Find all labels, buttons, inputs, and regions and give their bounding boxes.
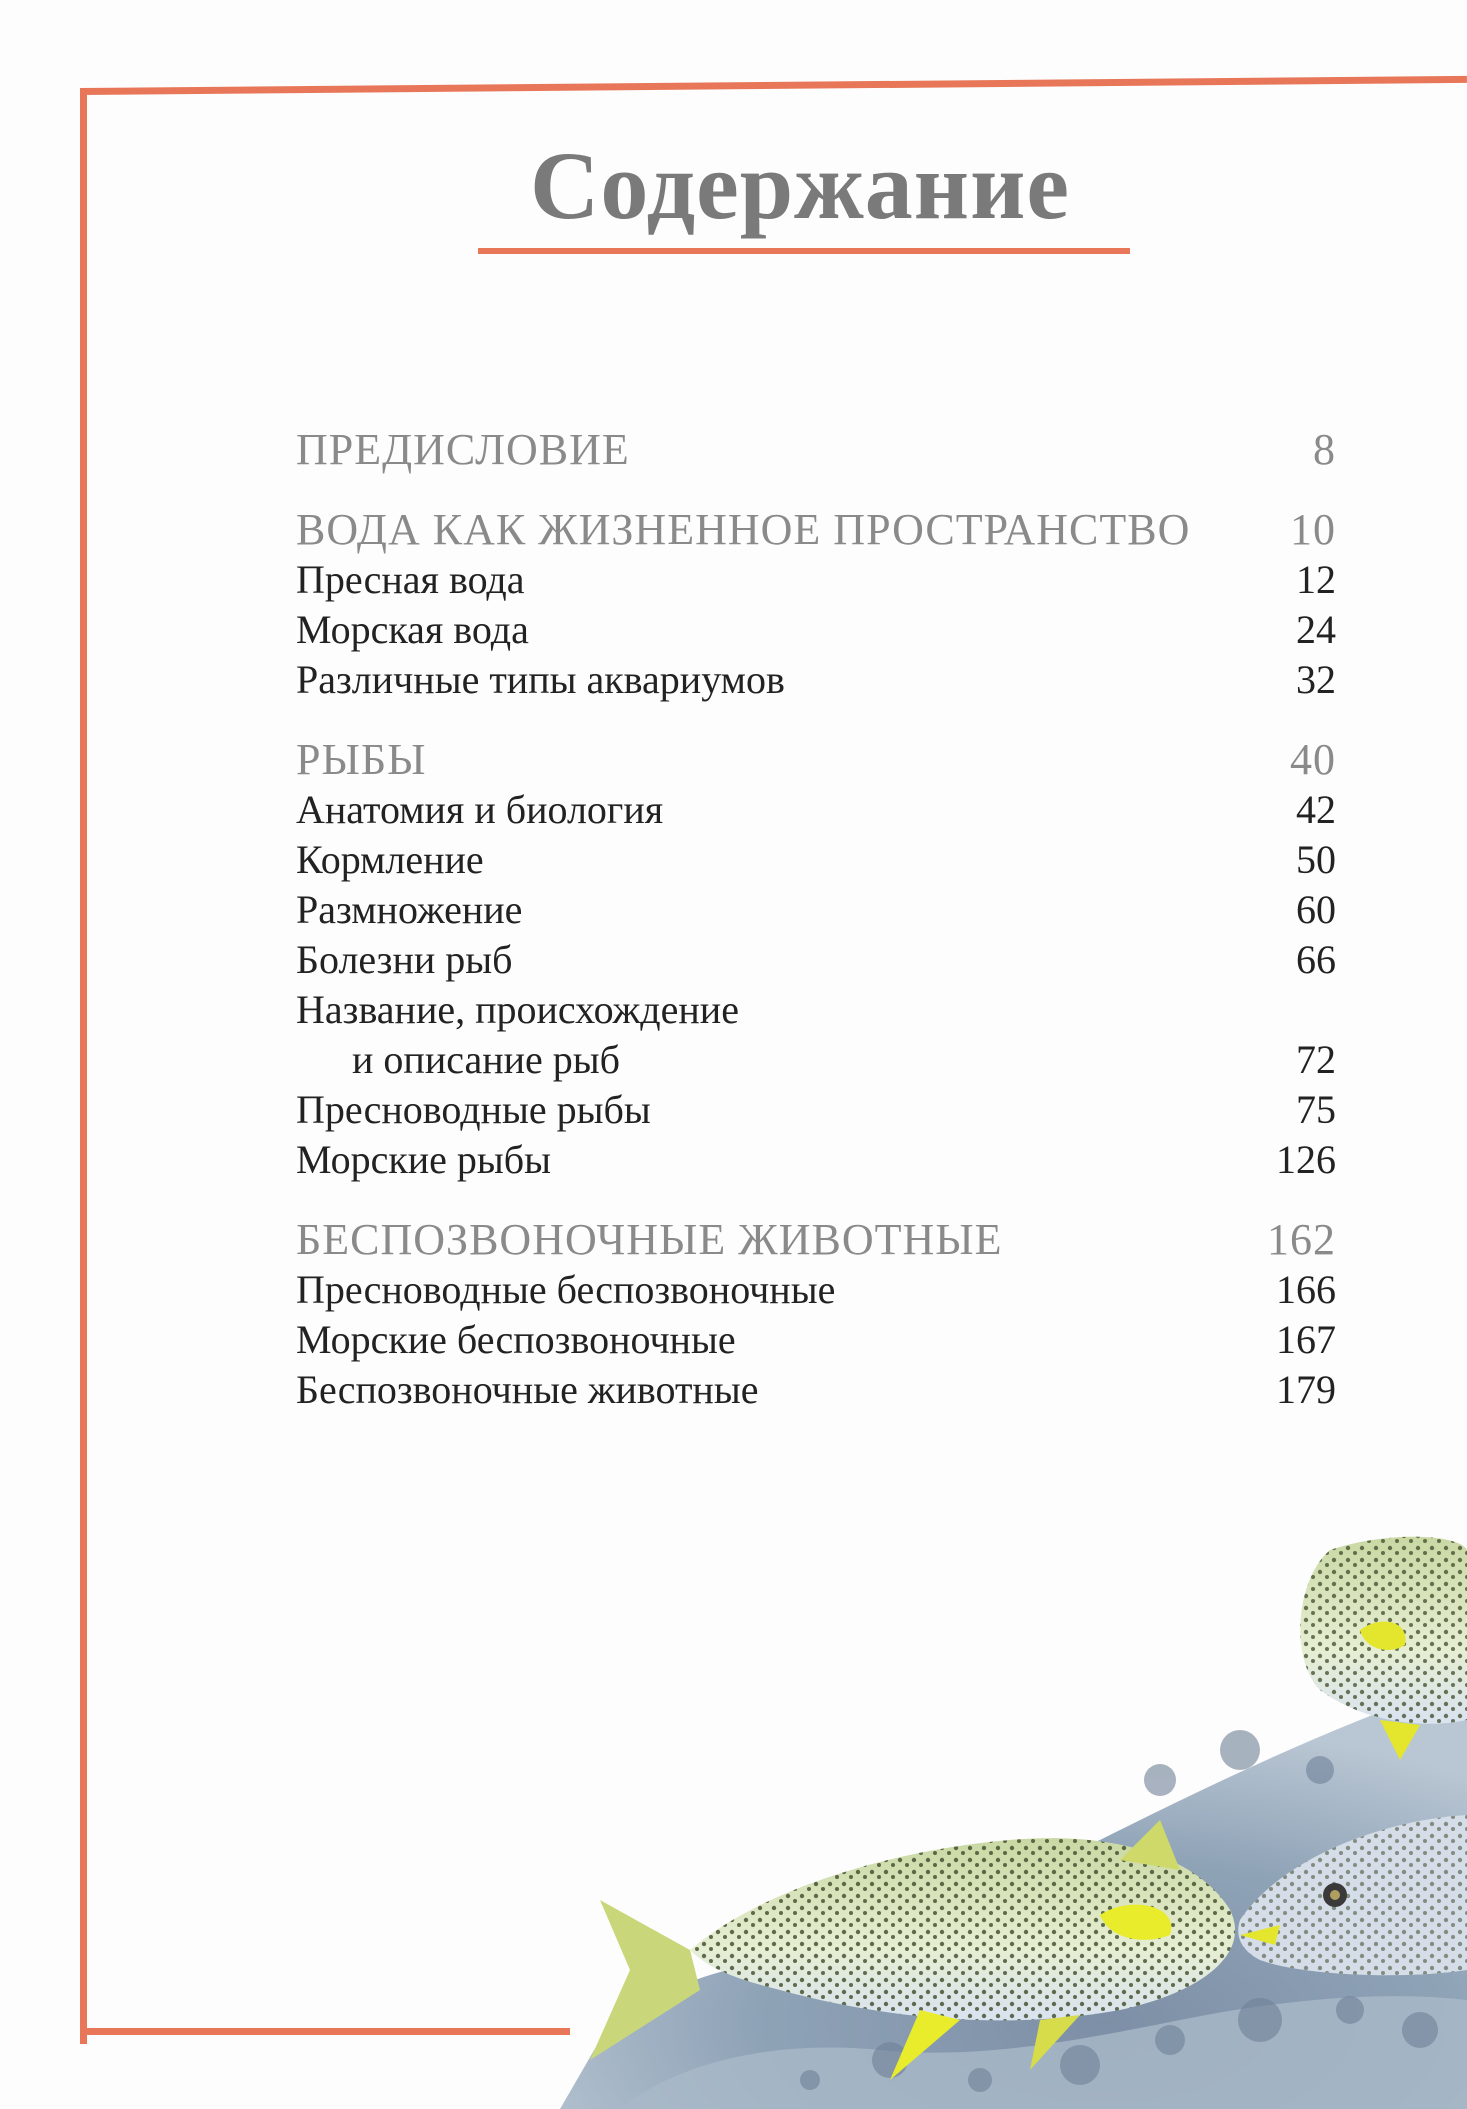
toc-heading[interactable] (296, 505, 1336, 555)
toc-heading-label: ВОДА КАК ЖИЗНЕННОЕ ПРОСТРАНСТВО (296, 505, 1191, 554)
toc-entry[interactable] (296, 1265, 1336, 1315)
toc-page-number: 167 (1276, 1317, 1336, 1362)
toc-entry-label: Морские рыбы (296, 1137, 552, 1182)
toc-heading[interactable] (296, 1215, 1336, 1265)
toc-entry-label: Размножение (296, 887, 523, 932)
toc-page-number: 126 (1276, 1137, 1336, 1182)
toc-page-number: 10 (1290, 505, 1336, 554)
toc-entry-label: Пресная вода (296, 557, 525, 602)
frame-bottom-border (80, 2028, 570, 2035)
toc-entry[interactable] (296, 655, 1336, 705)
toc-entry[interactable] (296, 885, 1336, 935)
toc-section-invertebrates (296, 1215, 1336, 1415)
toc-entry-label-line1: Название, происхождение (296, 987, 739, 1032)
toc-page-number: 8 (1313, 425, 1336, 474)
toc-entry[interactable] (296, 835, 1336, 885)
toc-heading[interactable] (296, 735, 1336, 785)
toc-heading-label: ПРЕДИСЛОВИЕ (296, 425, 630, 474)
toc-entry-label (296, 985, 739, 1085)
toc-entry-label: Беспозвоночные животные (296, 1367, 759, 1412)
toc-page-number: 12 (1296, 557, 1336, 602)
toc-entry[interactable] (296, 785, 1336, 835)
toc-entry-label: Болезни рыб (296, 937, 513, 982)
toc-page-number: 42 (1296, 787, 1336, 832)
toc-entry-label: Кормление (296, 837, 484, 882)
toc-entry-label: Пресноводные беспозвоночные (296, 1267, 836, 1312)
toc-page-number: 60 (1296, 887, 1336, 932)
toc-entry-label: Морская вода (296, 607, 529, 652)
frame-top-border (80, 76, 1467, 95)
toc-page-number: 24 (1296, 607, 1336, 652)
toc-page-number: 179 (1276, 1367, 1336, 1412)
toc-heading-label: БЕСПОЗВОНОЧНЫЕ ЖИВОТНЫЕ (296, 1215, 1003, 1264)
toc-entry[interactable] (296, 935, 1336, 985)
toc-page-number: 50 (1296, 837, 1336, 882)
toc-entry[interactable] (296, 1085, 1336, 1135)
toc-entry[interactable] (296, 985, 1336, 1085)
toc-entry[interactable] (296, 555, 1336, 605)
toc-entry-label: Различные типы аквариумов (296, 657, 785, 702)
toc-section-preface (296, 425, 1336, 475)
toc-heading[interactable] (296, 425, 1336, 475)
frame-left-border (80, 92, 87, 2044)
toc-page-number: 32 (1296, 657, 1336, 702)
toc-entry[interactable] (296, 1365, 1336, 1415)
toc-heading-label: РЫБЫ (296, 735, 427, 784)
toc-page-number: 75 (1296, 1087, 1336, 1132)
toc-page-number: 66 (1296, 937, 1336, 982)
toc-section-water (296, 505, 1336, 705)
page-title: Содержание (530, 132, 1070, 239)
table-of-contents (296, 425, 1336, 1445)
toc-entry[interactable] (296, 1135, 1336, 1185)
toc-section-fish (296, 735, 1336, 1185)
toc-page-number: 166 (1276, 1267, 1336, 1312)
toc-page-number: 162 (1267, 1215, 1336, 1264)
toc-entry-label: Морские беспозвоночные (296, 1317, 736, 1362)
toc-entry[interactable] (296, 1315, 1336, 1365)
toc-page-number: 72 (1296, 1037, 1336, 1082)
title-underline (478, 248, 1130, 254)
toc-page-number: 40 (1290, 735, 1336, 784)
toc-entry-label: Пресноводные рыбы (296, 1087, 651, 1132)
toc-entry[interactable] (296, 605, 1336, 655)
fish-reef-photo (560, 1520, 1467, 2109)
toc-entry-label: Анатомия и биология (296, 787, 664, 832)
toc-entry-label-line2: и описание рыб (352, 1037, 621, 1082)
